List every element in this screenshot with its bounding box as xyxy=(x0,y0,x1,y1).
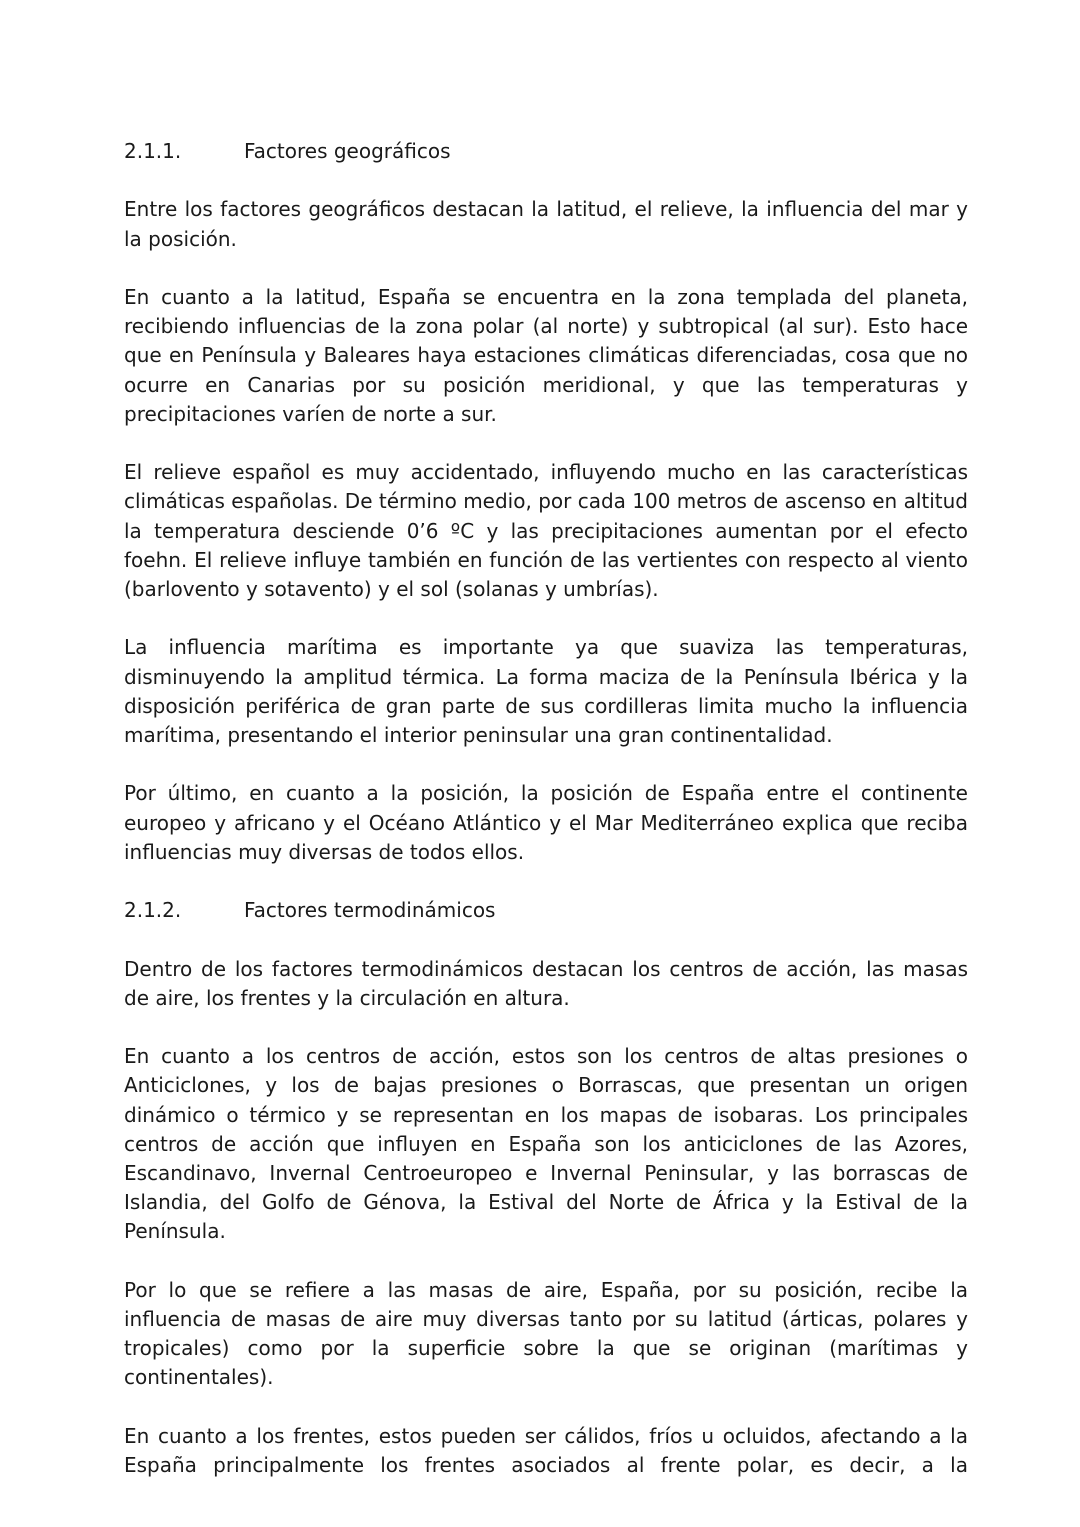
section-heading-factores-termodinamicos xyxy=(124,896,968,925)
paragraph-intro-termodinamicos: Dentro de los factores termodinámicos destacan los centros de acción, las masas de aire, los frentes y la circulación en altura. xyxy=(124,956,968,1010)
section-title: Factores termodinámicos xyxy=(244,898,496,923)
paragraph-latitud: En cuanto a la latitud, España se encuentra en la zona templada del planeta, recibiendo influencias de la zona polar (al norte) y subtropical (al sur). Esto hace que en Península y Baleares haya estaciones climáticas diferenciadas, cosa que no ocurre en Canarias por su posición meridional, y que las temperaturas y precipitaciones varíen de norte a sur. xyxy=(124,284,968,426)
paragraph-intro-geograficos: Entre los factores geográficos destacan la latitud, el relieve, la influencia del mar y la posición. xyxy=(124,197,968,251)
section-number: 2.1.1. xyxy=(124,139,182,163)
paragraph-influencia-maritima: La influencia marítima es importante ya que suaviza las temperaturas, disminuyendo la amplitud térmica. La forma maciza de la Península Ibérica y la disposición periférica de gran parte de sus cordilleras limita mucho la influencia marítima, presentando el interior peninsular una gran continentalidad. xyxy=(124,635,968,747)
section-title: Factores geográficos xyxy=(244,139,451,163)
paragraph-centros-de-accion: En cuanto a los centros de acción, estos son los centros de altas presiones o Anticiclones, y los de bajas presiones o Borrascas, que presentan un origen dinámico o térmico y se representan en los mapas de isobaras. Los principales centros de acción que influyen en España son los anticiclones de las Azores, Escandinavo, Invernal Centroeuropeo e Invernal Peninsular, y las borrascas de Islandia, del Golfo de Génova, la Estival del Norte de África y la Estival de la Península. xyxy=(124,1044,968,1244)
document-page xyxy=(124,130,968,1480)
paragraph-frentes: En cuanto a los frentes, estos pueden ser cálidos, fríos u ocluidos, afectando a la España principalmente los frentes asociados al frente polar, es decir, a la xyxy=(124,1423,968,1477)
paragraph-masas-de-aire: Por lo que se refiere a las masas de aire, España, por su posición, recibe la influencia de masas de aire muy diversas tanto por su latitud (árticas, polares y tropicales) como por la superficie sobre la que se originan (marítimas y continentales). xyxy=(124,1277,968,1390)
paragraph-posicion: Por último, en cuanto a la posición, la posición de España entre el continente europeo y africano y el Océano Atlántico y el Mar Mediterráneo explica que reciba influencias muy diversas de todos ellos. xyxy=(124,781,968,864)
paragraph-relieve: El relieve español es muy accidentado, influyendo mucho en las características climáticas españolas. De término medio, por cada 100 metros de ascenso en altitud la temperatura desciende 0’6 ºC y las precipitaciones aumentan por el efecto foehn. El relieve influye también en función de las vertientes con respecto al viento (barlovento y sotavento) y el sol (solanas y umbrías). xyxy=(124,460,969,601)
section-number: 2.1.2. xyxy=(124,898,182,923)
section-heading-factores-geograficos xyxy=(124,137,968,166)
